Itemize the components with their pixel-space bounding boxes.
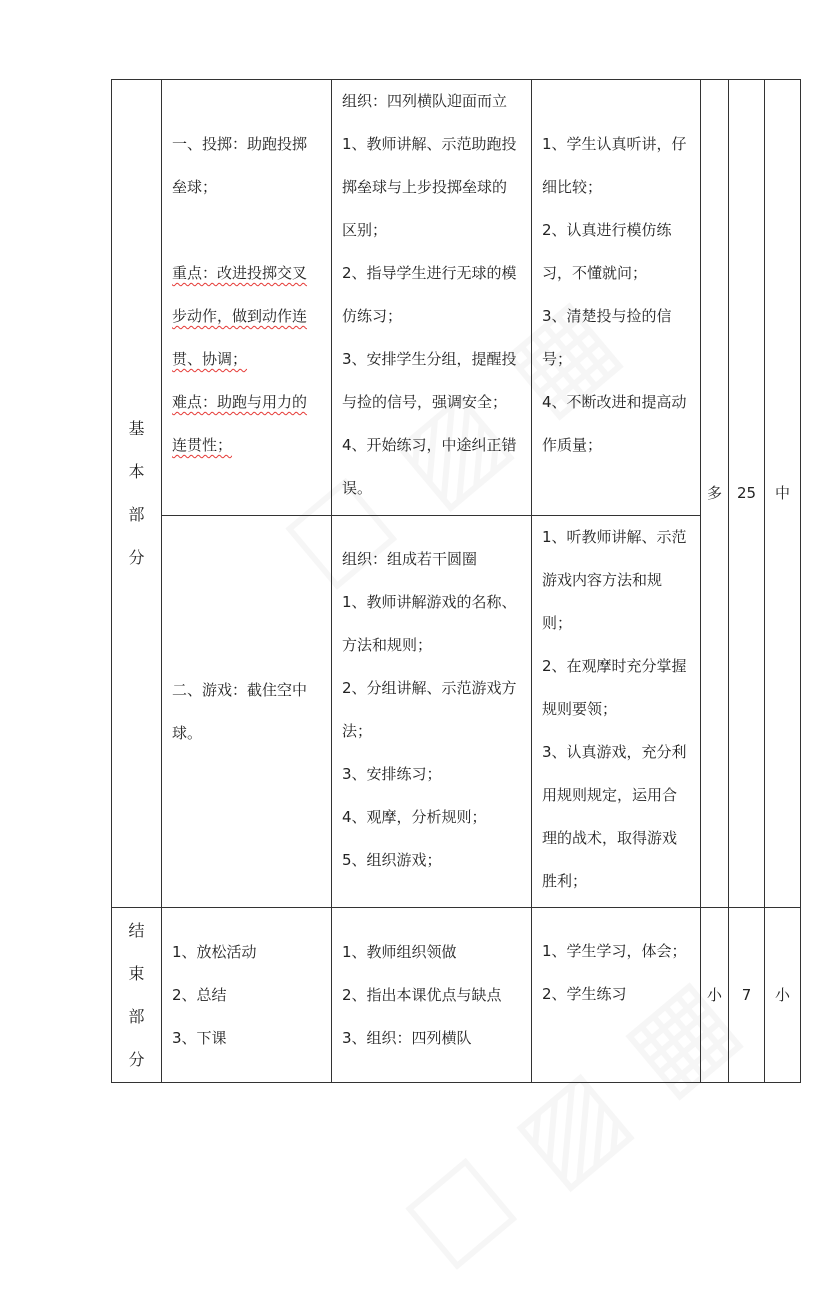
student-line: 习，不懂就问； <box>542 264 648 282</box>
teacher-line: 4、观摩，分析规则； <box>342 808 487 826</box>
content-line: 二、游戏：截住空中 <box>172 680 308 699</box>
content-line: 垒球； <box>172 178 218 196</box>
student-line: 3、认真游戏，充分利 <box>542 743 687 761</box>
student-cell <box>532 908 701 1083</box>
student-line: 作质量； <box>542 436 603 454</box>
student-line: 4、不断改进和提高动 <box>542 393 687 411</box>
time-cell: 7 <box>729 908 765 1083</box>
student-line: 1、学生学习，体会； <box>542 942 687 960</box>
content-cell <box>162 908 332 1083</box>
intensity-cell: 小 <box>701 908 729 1083</box>
teacher-cell <box>332 80 532 516</box>
teacher-line: 2、指出本课优点与缺点 <box>342 985 502 1004</box>
table-row-end <box>112 908 801 1083</box>
student-line: 理的战术，取得游戏 <box>542 829 678 847</box>
teacher-line: 1、教师讲解游戏的名称、 <box>342 593 517 611</box>
student-line: 则； <box>542 614 573 632</box>
load-cell: 中 <box>765 80 801 908</box>
content-line: 连贯性； <box>172 436 233 454</box>
student-line: 号； <box>542 350 573 368</box>
student-line: 游戏内容方法和规 <box>542 571 663 589</box>
teacher-line: 法； <box>342 722 373 740</box>
content-line: 步动作，做到动作连 <box>172 307 308 325</box>
student-line: 2、认真进行模仿练 <box>542 221 672 239</box>
content-line: 3、下课 <box>172 1028 227 1047</box>
student-line: 规则要领； <box>542 700 618 718</box>
table-row-basic-2 <box>112 516 801 908</box>
content-line: 重点：改进投掷交叉 <box>172 264 308 282</box>
teacher-cell <box>332 908 532 1083</box>
teacher-line: 误。 <box>342 479 373 497</box>
section-label-basic <box>112 80 162 908</box>
content-line: 一、投掷：助跑投掷 <box>172 135 308 153</box>
student-line: 用规则规定，运用合 <box>542 786 678 804</box>
content-cell <box>162 80 332 516</box>
student-cell <box>532 80 701 516</box>
content-line: 贯、协调； <box>172 350 248 368</box>
content-line <box>172 209 323 252</box>
table-row-basic-1 <box>112 80 801 516</box>
load-cell: 小 <box>765 908 801 1083</box>
teacher-line: 仿练习； <box>342 307 403 325</box>
student-line: 胜利； <box>542 872 588 890</box>
teacher-line: 2、分组讲解、示范游戏方 <box>342 679 517 697</box>
teacher-line: 1、教师组织领做 <box>342 942 457 961</box>
student-line: 2、在观摩时充分掌握 <box>542 657 687 675</box>
teacher-line: 5、组织游戏； <box>342 851 442 869</box>
student-line: 细比较； <box>542 178 603 196</box>
intensity-cell: 多 <box>701 80 729 908</box>
content-line: 难点：助跑与用力的 <box>172 393 308 411</box>
content-line: 1、放松活动 <box>172 942 257 961</box>
section-label-end <box>112 908 162 1083</box>
student-line: 1、听教师讲解、示范 <box>542 528 687 546</box>
teacher-cell <box>332 516 532 908</box>
content-cell <box>162 516 332 908</box>
lesson-plan-table <box>111 79 801 1083</box>
teacher-line: 3、组织：四列横队 <box>342 1028 472 1047</box>
teacher-line: 3、安排练习； <box>342 765 442 783</box>
teacher-line: 3、安排学生分组，提醒投 <box>342 350 517 368</box>
teacher-line: 组织：组成若干圆圈 <box>342 550 478 568</box>
teacher-line: 与捡的信号，强调安全； <box>342 393 508 411</box>
teacher-line: 1、教师讲解、示范助跑投 <box>342 135 517 153</box>
student-line: 1、学生认真听讲，仔 <box>542 135 687 153</box>
student-cell <box>532 516 701 908</box>
time-cell: 25 <box>729 80 765 908</box>
content-line: 2、总结 <box>172 985 227 1004</box>
section-label-text: 基本部分 <box>128 419 145 567</box>
section-label-text: 结束部分 <box>128 920 145 1069</box>
teacher-line: 4、开始练习，中途纠正错 <box>342 436 517 454</box>
teacher-line: 区别； <box>342 221 388 239</box>
teacher-line: 方法和规则； <box>342 636 433 654</box>
student-line: 2、学生练习 <box>542 985 627 1003</box>
teacher-line: 2、指导学生进行无球的模 <box>342 264 517 282</box>
teacher-line: 掷垒球与上步投掷垒球的 <box>342 178 508 196</box>
content-line: 球。 <box>172 723 203 742</box>
student-line: 3、清楚投与捡的信 <box>542 307 672 325</box>
teacher-line: 组织：四列横队迎面而立 <box>342 92 508 110</box>
